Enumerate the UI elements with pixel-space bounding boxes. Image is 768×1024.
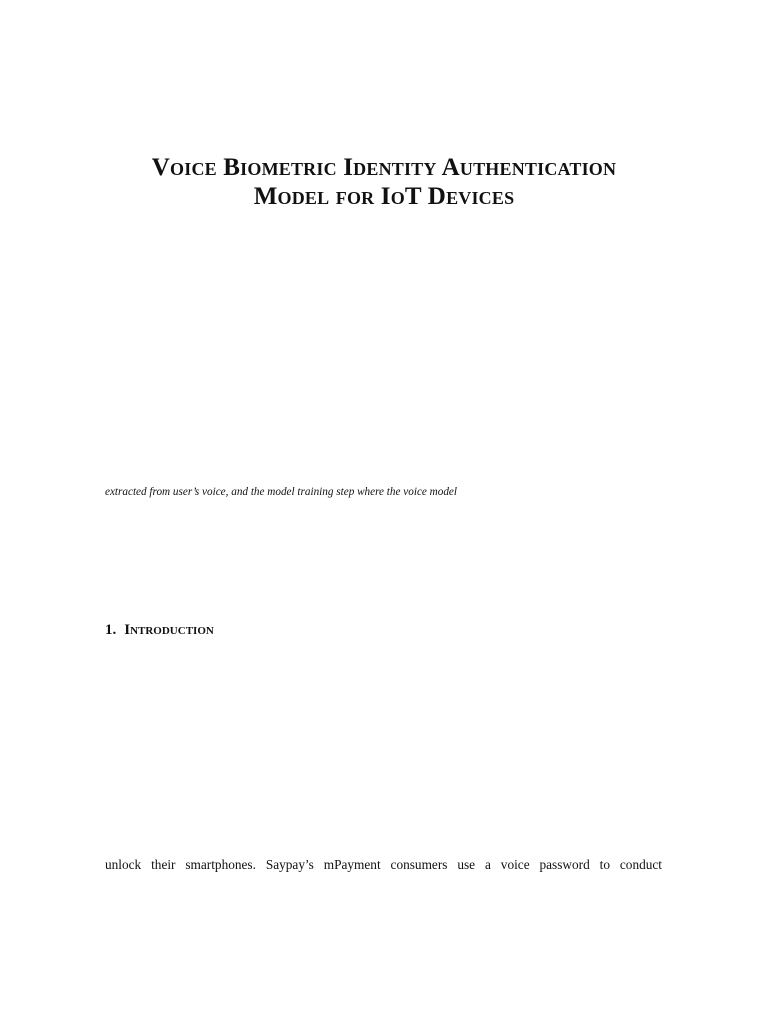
title-line-1: Voice Biometric Identity Authentication: [151, 153, 617, 181]
section-number: 1.: [105, 622, 117, 639]
paper-title: [0, 153, 768, 211]
section-heading-introduction: [105, 622, 214, 639]
body-text: unlock their smartphones. Saypay’s mPayment consumers use a voice password to conduct: [105, 857, 662, 873]
title-line-2: Model for IoT Devices: [253, 182, 515, 210]
abstract-text: extracted from user’s voice, and the model training step where the voice model: [105, 486, 458, 499]
section-title: Introduction: [124, 622, 214, 639]
